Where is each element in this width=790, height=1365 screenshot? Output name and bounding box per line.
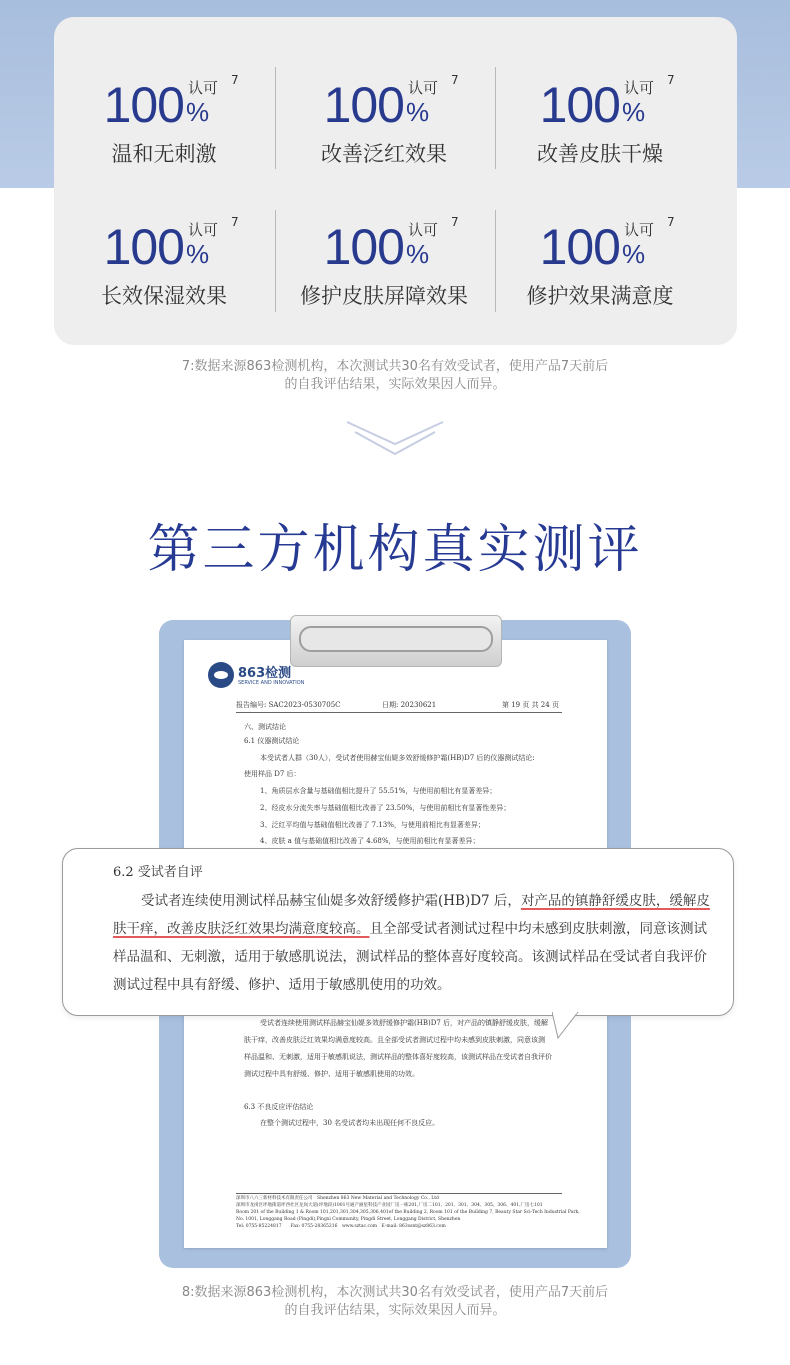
report-line: 6.3 不良反应评估结论 [244,1103,314,1111]
stat-label: 温和无刺激 [111,142,217,166]
stat-label: 改善皮肤干燥 [537,142,663,166]
stat-number: 100 [103,219,184,275]
callout-pointer-icon [552,1012,582,1040]
stat-percent: % [622,97,646,127]
report-line: 在整个测试过程中，30 名受试者均未出现任何不良反应。 [260,1119,440,1127]
stat-approve: 认可 [624,221,655,239]
stat-approve: 认可 [408,79,439,97]
report-line: 使用样品 D7 后： [244,770,301,778]
footnote-8 [0,1284,790,1320]
stat-percent: % [406,239,430,269]
lab-logo-subtitle: SERVICE AND INNOVATION [238,680,305,686]
stat-number: 100 [323,77,404,133]
stat-footnote: 7 [451,215,459,229]
report-footer-line: No. 1001, Longgang Road (Pingdi),Pingxi Community, Pingdi Street, Longgang District, Shenzhen [236,1217,461,1222]
callout-highlight: 肤干痒，改善皮肤泛红效果均满意度较高。 [113,921,370,937]
report-page: 第 19 页 共 24 页 [502,701,559,709]
callout-highlight: 对产品的镇静舒缓皮肤，缓解皮 [520,893,710,909]
footnote-line: 8:数据来源863检测机构，本次测试共30名有效受试者，使用产品7天前后 [181,1285,609,1300]
stat-percent: % [186,239,210,269]
report-line: 4、皮肤 a 值与基础值相比改善了 4.68%，与使用前相比有显著差异； [260,837,480,845]
report-line: 样品温和、无刺激，适用于敏感肌说法，测试样品的整体喜好度较高，该测试样品在受试者自我评价 [244,1053,552,1061]
callout-line: 样品温和、无刺激，适用于敏感肌说法，测试样品的整体喜好度较高。该测试样品在受试者自我评价 [113,949,707,965]
stat-item [274,75,494,167]
stat-footnote: 7 [667,215,675,229]
stat-number: 100 [539,219,620,275]
clipboard-clip-icon [290,615,502,667]
callout-line: 测试过程中具有舒缓、修护、适用于敏感肌使用的功效。 [113,977,451,993]
stat-percent: % [622,239,646,269]
report-footer-line: Room 201 of the Building 1 & Room 101,201,301,304,305,306,401of the Building 2, Room 101 of the Building 7, Beauty Star Sci-Tech Industrial Park, [236,1210,580,1215]
stat-footnote: 7 [231,215,239,229]
report-footer-line: 深圳市龙岗区坪地街道坪西社区龙岗大道(坪地段)1001号通产丽星科技产业园厂房一栋201,厂房二101、201、301、304、305、306、401,厂房七101 [236,1203,543,1208]
stat-footnote: 7 [667,73,675,87]
stat-label: 改善泛红效果 [321,142,447,166]
callout-bubble [62,848,734,1016]
stat-percent: % [186,97,210,127]
callout-line [113,919,707,939]
report-line: 1、角质层水含量与基础值相比提升了 55.51%，与使用前相比有显著差异； [260,787,497,795]
footnote-line: 7:数据来源863检测机构，本次测试共30名有效受试者，使用产品7天前后 [181,359,609,374]
stat-item [490,75,710,167]
stat-item [490,217,710,309]
callout-text: 受试者连续使用测试样品赫宝仙媞多效舒缓修护霜(HB)D7 后， [141,893,521,909]
stat-label: 修护皮肤屏障效果 [300,284,468,308]
stat-approve: 认可 [188,79,219,97]
callout-title: 6.2 受试者自评 [113,865,203,880]
stat-item [54,75,274,167]
callout-text: 且全部受试者测试过程中均未感到皮肤刺激，同意该测试 [369,921,707,937]
stat-footnote: 7 [451,73,459,87]
report-line: 测试过程中具有舒缓、修护、适用于敏感肌使用的功效。 [244,1070,419,1078]
footnote-line: 的自我评估结果，实际效果因人而异。 [284,377,506,392]
report-date: 日期: 20230621 [382,701,437,709]
report-line: 六、测试结论 [244,723,286,731]
report-footer-rule [236,1193,562,1194]
footnote-line: 的自我评估结果，实际效果因人而异。 [284,1303,506,1318]
stat-divider [275,67,276,169]
stat-footnote: 7 [231,73,239,87]
stat-label: 修护效果满意度 [526,284,674,308]
footnote-7 [0,358,790,394]
report-line: 本受试者人群（30人），受试者使用赫宝仙媞多效舒缓修护霜(HB)D7 后的仪器测试结论: [260,754,535,762]
lab-logo-text: 863检测 [238,666,292,681]
stat-approve: 认可 [188,221,219,239]
stat-divider [495,210,496,312]
stat-item [274,217,494,309]
stat-number: 100 [103,77,184,133]
report-line: 受试者连续使用测试样品赫宝仙媞多效舒缓修护霜(HB)D7 后，对产品的镇静舒缓皮肤，缓解 [260,1019,549,1027]
stat-label: 长效保湿效果 [101,284,227,308]
report-footer-line: Tel: 0755-85224817 Fax: 0755-28365216 www.sztac.com E-mail: 863ssnt@sz863.com [236,1224,446,1229]
callout-line [141,891,710,911]
stat-approve: 认可 [624,79,655,97]
stat-number: 100 [539,77,620,133]
stats-card [54,17,737,345]
stat-number: 100 [323,219,404,275]
stat-divider [495,67,496,169]
report-number: 报告编号: SAC2023-0530705C [236,701,341,709]
report-line: 2、经皮水分流失率与基础值相比改善了 23.50%，与使用前相比有显著性差异； [260,804,511,812]
lab-logo-icon [208,662,234,688]
report-footer-line: 深圳市八六三新材料技术有限责任公司 Shenzhen 863 New Material and Technology Co., Ltd [236,1196,439,1201]
stat-percent: % [406,97,430,127]
report-header-rule [236,712,562,713]
report-line: 3、泛红平均值与基础值相比改善了 7.13%，与使用前相比有显著差异； [260,821,485,829]
stat-approve: 认可 [408,221,439,239]
chevron-down-icon [345,420,445,458]
section-title: 第三方机构真实测评 [147,520,643,580]
report-line: 6.1 仪器测试结论 [244,737,300,745]
stat-divider [275,210,276,312]
stat-item [54,217,274,309]
report-line: 肤干痒，改善皮肤泛红效果均满意度较高。且全部受试者测试过程中均未感到皮肤刺激，同意该测 [244,1036,545,1044]
